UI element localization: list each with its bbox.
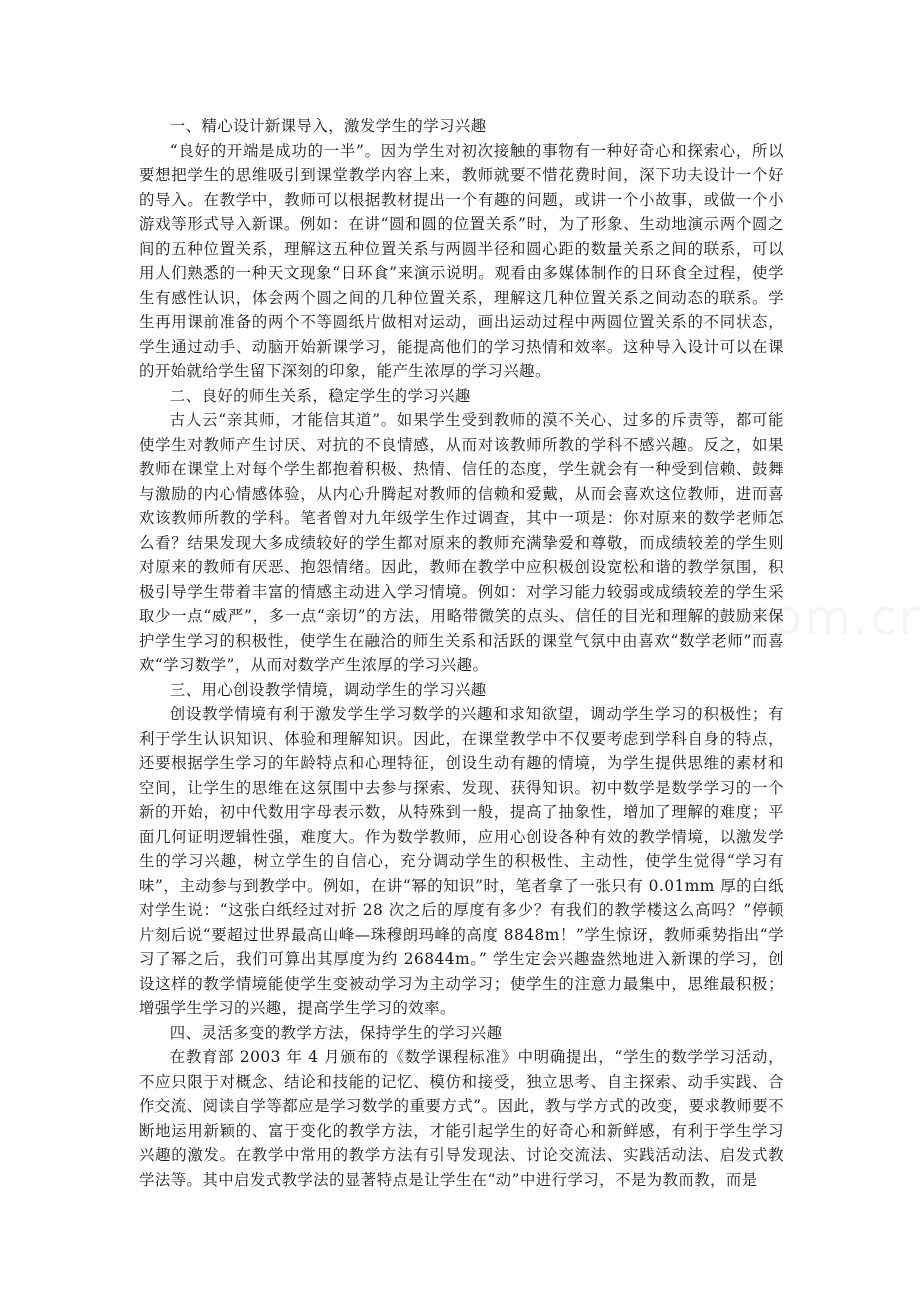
section-paragraph-3: 创设教学情境有利于激发学生学习数学的兴趣和求知欲望，调动学生学习的积极性；有利于学生认识知识、体验和理解知识。因此，在课堂教学中不仅要考虑到学科自身的特点，还要根据学生学习的年龄特点和心理特征，创设生动有趣的情境，为学生提供思维的素材和空间，让学生的思维在这氛围中去参与探索、发现、获得知识。初中数学是数学学习的一个新的开始，初中代数用字母表示数，从特殊到一般，提高了抽象性，增加了理解的难度；平面几何证明逻辑性强，难度大。作为数学教师，应用心创设各种有效的教学情境，以激发学生的学习兴趣，树立学生的自信心，充分调动学生的积极性、主动性，使学生觉得“学习有味”，主动参与到教学中。例如，在讲“幂的知识”时，笔者拿了一张只有 0.01mm 厚的白纸对学生说：“这张白纸经过对折 28 次之后的厚度有多少？有我们的教学楼这么高吗？”停顿片刻后说“要超过世界最高山峰—珠穆朗玛峰的高度 8848m！”学生惊讶，教师乘势指出“学习了幂之后，我们可算出其厚度为约 26844m。” 学生定会兴趣盎然地进入新课的学习，创设这样的教学情境能使学生变被动学习为主动学习；使学生的注意力最集中，思维最积极；增强学生学习的兴趣，提高学生学习的效率。 xyxy=(139,705,784,1017)
section-paragraph-2: 古人云“亲其师，才能信其道”。如果学生受到教师的漠不关心、过多的斥责等，都可能使学生对教师产生讨厌、对抗的不良情感，从而对该教师所教的学科不感兴趣。反之，如果教师在课堂上对每个学生都抱着积极、热情、信任的态度，学生就会有一种受到信赖、鼓舞与激励的内心情感体验，从内心升腾起对教师的信赖和爱戴，从而会喜欢这位教师，进而喜欢该教师所教的学科。笔者曾对九年级学生作过调查，其中一项是：你对原来的数学老师怎么看？结果发现大多成绩较好的学生都对原来的教师充满挚爱和尊敬，而成绩较差的学生则对原来的教师有厌恶、抱怨情绪。因此，教师在教学中应积极创设宽松和谐的教学氛围，积极引导学生带着丰富的情感主动进入学习情境。例如：对学习能力较弱或成绩较差的学生采取少一点“威严”，多一点“亲切”的方法，用略带微笑的点头、信任的目光和理解的鼓励来保护学生学习的积极性，使学生在融洽的师生关系和活跃的课堂气氛中由喜欢“数学老师”而喜欢“学习数学”，从而对数学产生浓厚的学习兴趣。 xyxy=(139,411,784,674)
section-heading-3: 三、用心创设教学情境，调动学生的学习兴趣 xyxy=(169,680,487,699)
section-heading-2: 二、良好的师生关系，稳定学生的学习兴趣 xyxy=(169,386,471,405)
section-paragraph-4: 在教育部 2003 年 4 月颁布的《数学课程标准》中明确提出，“学生的数学学习活动，不应只限于对概念、结论和技能的记忆、模仿和接受，独立思考、自主探索、动手实践、合作交流、阅读自学等都应是学习数学的重要方式”。因此，教与学方式的改变，要求教师要不断地运用新颖的、富于变化的教学方法，才能引起学生的好奇心和新鲜感，有利于学生学习兴趣的激发。在教学中常用的教学方法有引导发现法、讨论交流法、实践活动法、启发式教学法等。其中启发式教学法的显著特点是让学生在“动”中进行学习，不是为教而教，而是 xyxy=(139,1048,784,1189)
section-heading-1: 一、精心设计新课导入，激发学生的学习兴趣 xyxy=(169,117,487,135)
section-heading-4: 四、灵活多变的教学方法，保持学生的学习兴趣 xyxy=(169,1023,503,1042)
document-body xyxy=(139,114,784,1192)
section-paragraph-1: “良好的开端是成功的一半”。因为学生对初次接触的事物有一种好奇心和探索心，所以要想把学生的思维吸引到课堂教学内容上来，教师就要不惜花费时间，深下功夫设计一个好的导入。在教学中，教师可以根据教材提出一个有趣的问题，或讲一个小故事，或做一个小游戏等形式导入新课。例如：在讲“圆和圆的位置关系”时，为了形象、生动地演示两个圆之间的五种位置关系，理解这五种位置关系与两圆半径和圆心距的数量关系之间的联系，可以用人们熟悉的一种天文现象“日环食”来演示说明。观看由多媒体制作的日环食全过程，使学生有感性认识，体会两个圆之间的几种位置关系，理解这几种位置关系之间动态的联系。学生再用课前准备的两个不等圆纸片做相对运动，画出运动过程中两圆位置关系的不同状态，学生通过动手、动脑开始新课学习，能提高他们的学习热情和效率。这种导入设计可以在课的开始就给学生留下深刻的印象，能产生浓厚的学习兴趣。 xyxy=(139,141,784,380)
